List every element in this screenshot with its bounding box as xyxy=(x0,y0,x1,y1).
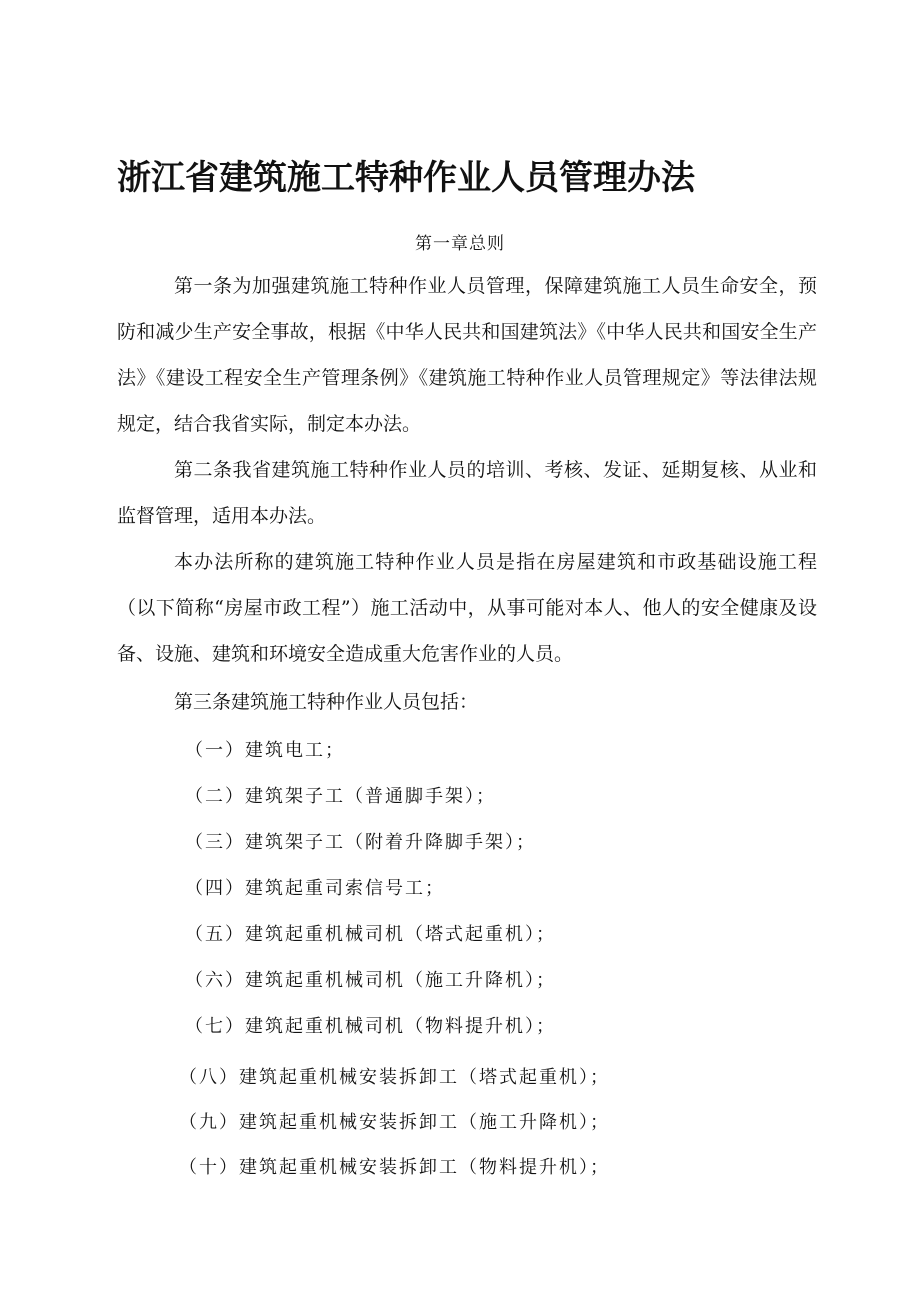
definition-paragraph: 本办法所称的建筑施工特种作业人员是指在房屋建筑和市政基础设施工程（以下简称“房屋市政工程”）施工活动中，从事可能对本人、他人的安全健康及设备、设施、建筑和环境安全造成重大危害作业的人员。 xyxy=(117,551,817,665)
article-2-paragraph: 第二条我省建筑施工特种作业人员的培训、考核、发证、延期复核、从业和监督管理，适用本办法。 xyxy=(117,459,817,527)
list-item: （十）建筑起重机械安装拆卸工（物料提升机）； xyxy=(179,1157,610,1178)
list-item: （九）建筑起重机械安装拆卸工（施工升降机）； xyxy=(179,1112,610,1133)
list-item: （三）建筑架子工（附着升降脚手架）； xyxy=(185,832,536,853)
list-item: （一）建筑电工； xyxy=(185,740,345,761)
list-item: （六）建筑起重机械司机（施工升降机）； xyxy=(185,970,556,991)
list-item: （五）建筑起重机械司机（塔式起重机）； xyxy=(185,924,556,945)
document-title: 浙江省建筑施工特种作业人员管理办法 xyxy=(117,158,695,198)
list-item: （八）建筑起重机械安装拆卸工（塔式起重机）； xyxy=(179,1067,610,1088)
article-3-paragraph: 第三条建筑施工特种作业人员包括： xyxy=(174,691,479,713)
list-item: （七）建筑起重机械司机（物料提升机）； xyxy=(185,1016,556,1037)
list-item: （四）建筑起重司索信号工； xyxy=(185,878,445,899)
chapter-heading: 第一章总则 xyxy=(415,234,505,254)
list-item: （二）建筑架子工（普通脚手架）； xyxy=(185,786,496,807)
article-1-paragraph: 第一条为加强建筑施工特种作业人员管理，保障建筑施工人员生命安全，预防和减少生产安全事故，根据《中华人民共和国建筑法》《中华人民共和国安全生产法》《建设工程安全生产管理条例》《建筑施工特种作业人员管理规定》等法律法规规定，结合我省实际，制定本办法。 xyxy=(117,275,817,435)
